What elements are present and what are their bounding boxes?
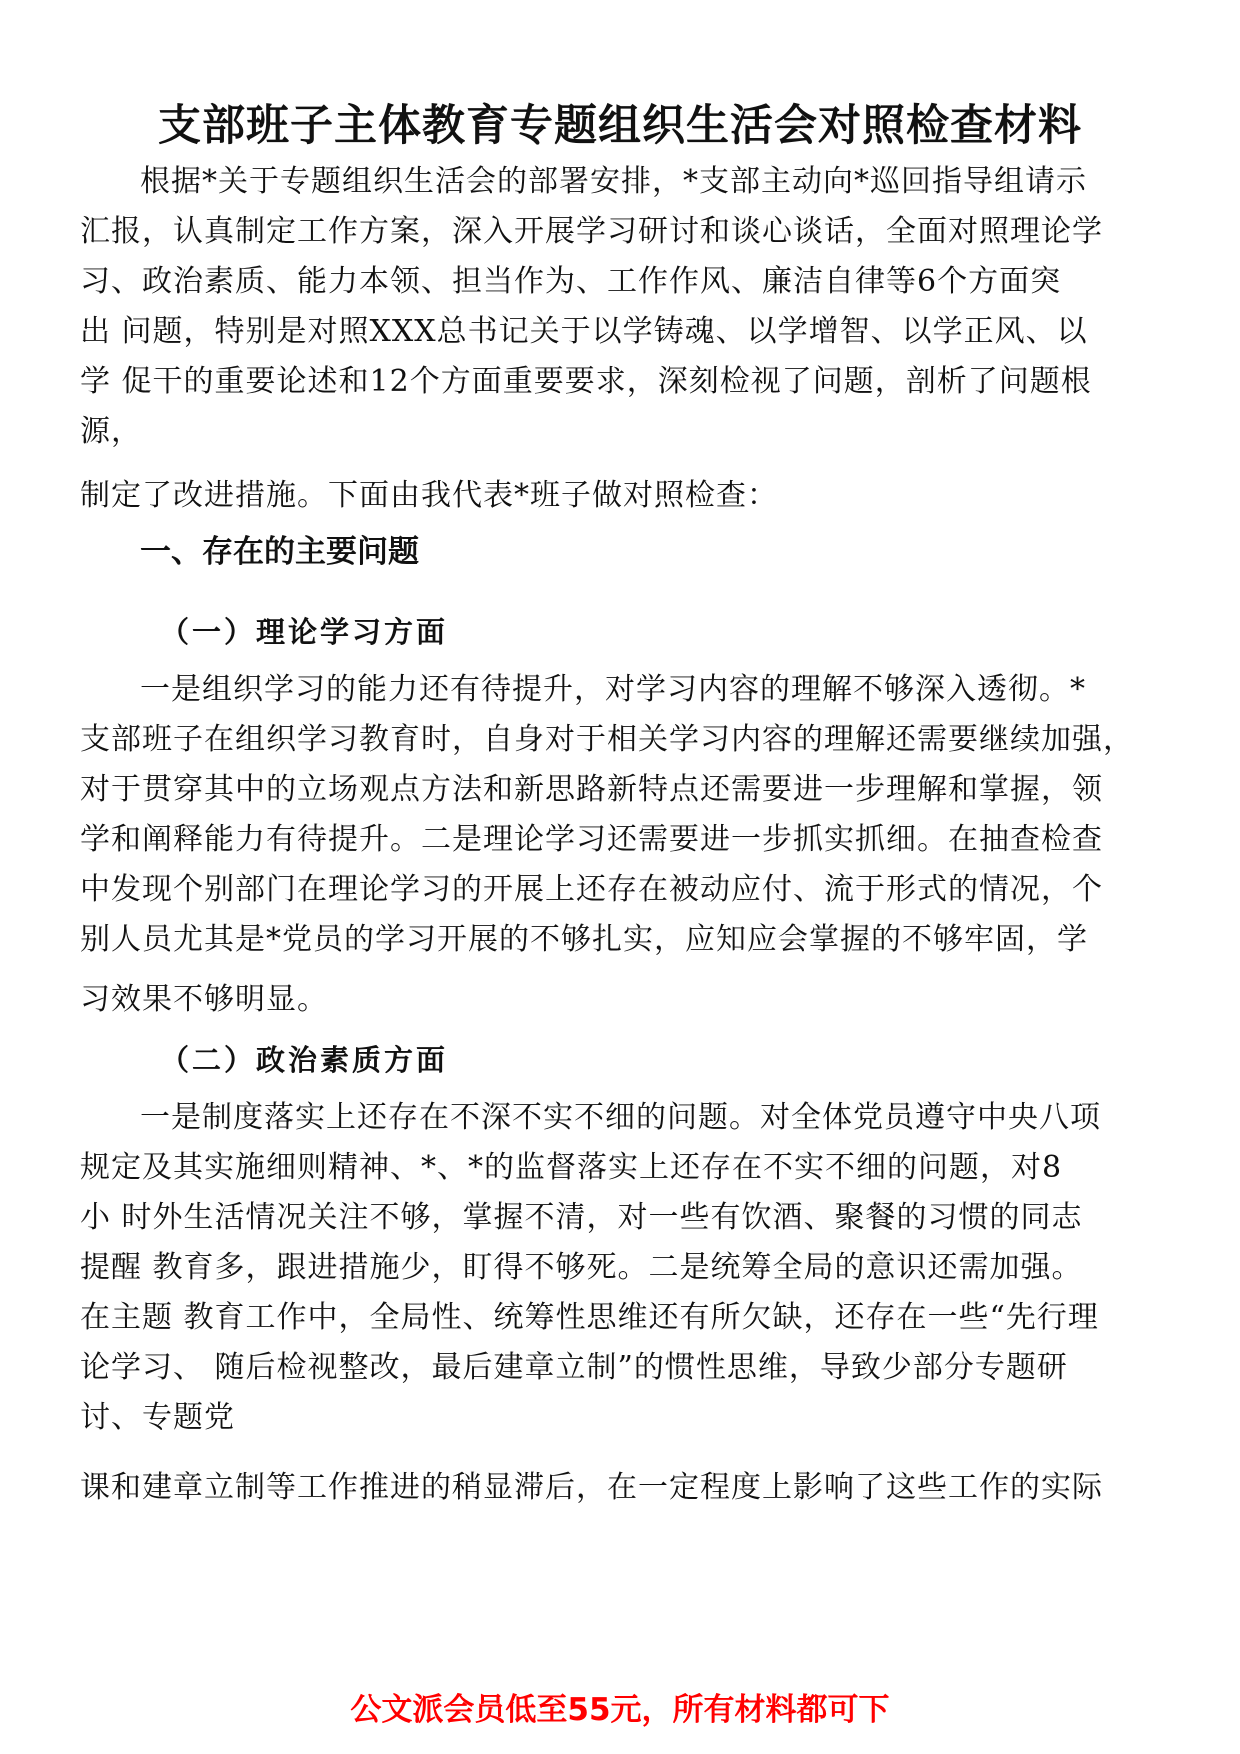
body-line: 论学习、 随后检视整改，最后建章立制”的惯性思维，导致少部分专题研 bbox=[80, 1350, 1068, 1385]
subsection-heading: （二）政治素质方面 bbox=[160, 1043, 449, 1077]
intro-line: 源， bbox=[80, 414, 142, 449]
body-line: 对于贯穿其中的立场观点方法和新思路新特点还需要进一步理解和掌握，领 bbox=[80, 772, 1103, 807]
intro-line: 学 促干的重要论述和12个方面重要要求，深刻检视了问题，剖析了问题根 bbox=[80, 364, 1092, 399]
body-line: 支部班子在组织学习教育时，自身对于相关学习内容的理解还需要继续加强， bbox=[80, 722, 1134, 757]
document-title: 支部班子主体教育专题组织生活会对照检查材料 bbox=[158, 101, 1082, 151]
section-heading: 一、存在的主要问题 bbox=[140, 534, 419, 570]
promo-banner: 公文派会员低至55元，所有材料都可下 bbox=[350, 1692, 890, 1728]
body-line: 课和建章立制等工作推进的稍显滞后，在一定程度上影响了这些工作的实际 bbox=[80, 1470, 1103, 1505]
body-line: 小 时外生活情况关注不够，掌握不清，对一些有饮酒、聚餐的习惯的同志 bbox=[80, 1200, 1083, 1235]
intro-line: 出 问题，特别是对照XXX总书记关于以学铸魂、以学增智、以学正风、以 bbox=[80, 314, 1088, 349]
subsection-heading: （一）理论学习方面 bbox=[160, 615, 449, 649]
body-line: 规定及其实施细则精神、*、*的监督落实上还存在不实不细的问题，对8 bbox=[80, 1150, 1063, 1185]
body-line: 一是制度落实上还存在不深不实不细的问题。对全体党员遵守中央八项 bbox=[140, 1100, 1101, 1135]
body-line: 提醒 教育多，跟进措施少，盯得不够死。二是统筹全局的意识还需加强。 bbox=[80, 1250, 1083, 1285]
body-line: 习效果不够明显。 bbox=[80, 982, 328, 1017]
body-line: 讨、专题党 bbox=[80, 1400, 235, 1435]
body-line: 在主题 教育工作中，全局性、统筹性思维还有所欠缺，还存在一些“先行理 bbox=[80, 1300, 1099, 1335]
intro-line: 根据*关于专题组织生活会的部署安排，*支部主动向*巡回指导组请示 bbox=[140, 164, 1087, 199]
intro-line: 汇报，认真制定工作方案，深入开展学习研讨和谈心谈话，全面对照理论学 bbox=[80, 214, 1103, 249]
intro-line: 制定了改进措施。下面由我代表*班子做对照检查： bbox=[80, 478, 778, 513]
body-line: 学和阐释能力有待提升。二是理论学习还需要进一步抓实抓细。在抽查检查 bbox=[80, 822, 1103, 857]
body-line: 中发现个别部门在理论学习的开展上还存在被动应付、流于形式的情况，个 bbox=[80, 872, 1103, 907]
intro-line: 习、政治素质、能力本领、担当作为、工作作风、廉洁自律等6个方面突 bbox=[80, 264, 1062, 299]
body-line: 一是组织学习的能力还有待提升，对学习内容的理解不够深入透彻。* bbox=[140, 672, 1086, 707]
body-line: 别人员尤其是*党员的学习开展的不够扎实，应知应会掌握的不够牢固，学 bbox=[80, 922, 1088, 957]
